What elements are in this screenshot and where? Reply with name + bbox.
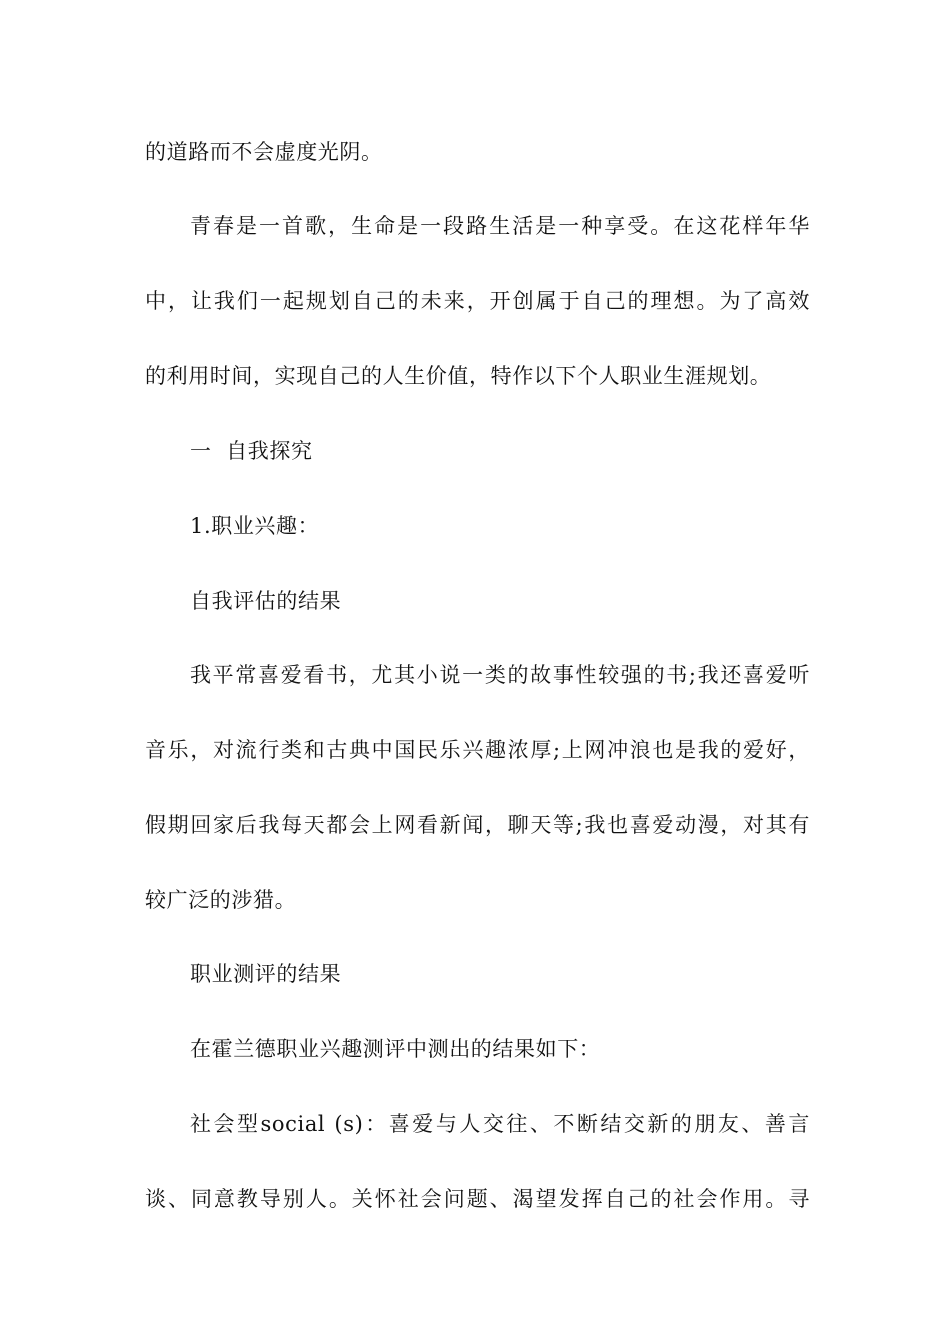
paragraph-first-line: 青春是一首歌，生命是一段路生活是一种享受。在这花样年华	[190, 214, 810, 238]
text-line: 的利用时间，实现自己的人生价值，特作以下个人职业生涯规划。	[145, 364, 772, 388]
paragraph-first-line: 我平常喜爱看书，尤其小说一类的故事性较强的书;我还喜爱听	[190, 663, 810, 687]
subheading-self-assessment: 自我评估的结果	[190, 589, 342, 613]
subheading-career-test: 职业测评的结果	[190, 962, 342, 986]
paragraph-first-line: 社会型social (s)：喜爱与人交往、不断结交新的朋友、善言	[190, 1112, 810, 1136]
text-line: 的道路而不会虚度光阴。	[145, 140, 383, 164]
text-line: 假期回家后我每天都会上网看新闻，聊天等;我也喜爱动漫，对其有	[145, 813, 810, 837]
text-line: 较广泛的涉猎。	[145, 888, 297, 912]
subsection-heading: 1.职业兴趣：	[190, 514, 320, 538]
section-heading: 一 自我探究	[190, 439, 313, 463]
text-line: 在霍兰德职业兴趣测评中测出的结果如下：	[190, 1037, 601, 1061]
text-line: 中，让我们一起规划自己的未来，开创属于自己的理想。为了高效	[145, 289, 810, 313]
text-line: 谈、同意教导别人。关怀社会问题、渴望发挥自己的社会作用。寻	[145, 1187, 810, 1211]
text-line: 音乐，对流行类和古典中国民乐兴趣浓厚;上网冲浪也是我的爱好，	[145, 738, 810, 762]
